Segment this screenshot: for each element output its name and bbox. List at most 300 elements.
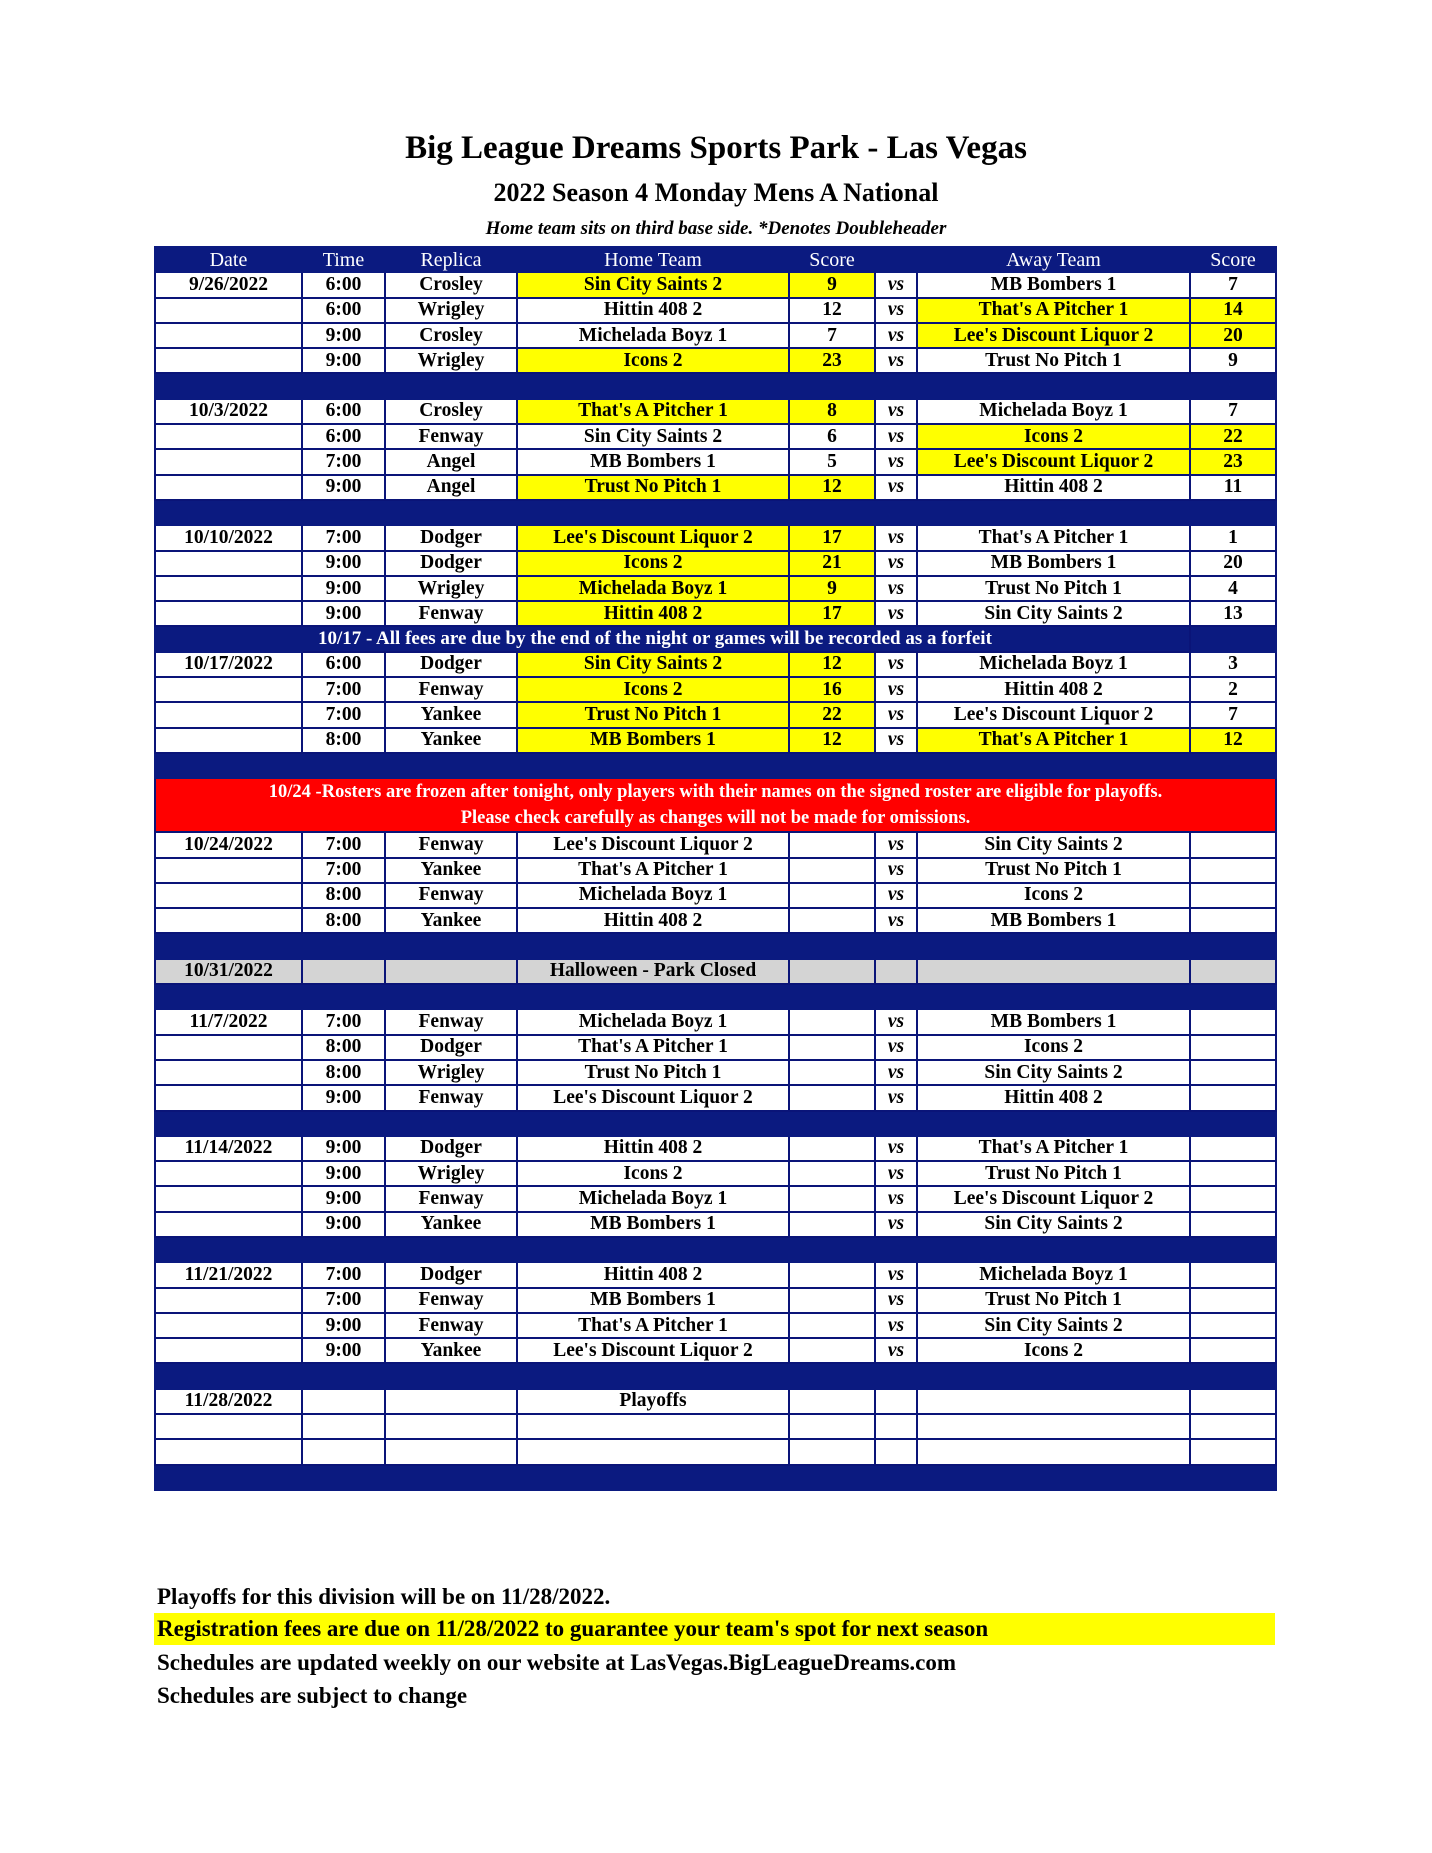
away-team: MB Bombers 1 — [917, 272, 1190, 297]
vs-label: vs — [875, 1035, 917, 1060]
vs-label: vs — [875, 1060, 917, 1085]
home-team: Trust No Pitch 1 — [517, 702, 789, 727]
home-team: Hittin 408 2 — [517, 1262, 789, 1287]
separator-cell — [302, 1363, 385, 1388]
playoffs-row — [155, 1389, 1276, 1414]
away-team: Michelada Boyz 1 — [917, 652, 1190, 677]
header-away-team: Away Team — [917, 247, 1190, 272]
separator-cell — [517, 1237, 789, 1262]
separator-cell — [789, 1363, 875, 1388]
game-date: 10/3/2022 — [155, 399, 302, 424]
game-time: 6:00 — [302, 399, 385, 424]
vs-label: vs — [875, 1338, 917, 1363]
game-field: Fenway — [385, 1085, 517, 1110]
game-row — [155, 728, 1276, 753]
game-date — [155, 883, 302, 908]
separator-cell — [1190, 373, 1276, 398]
empty-cell — [302, 1389, 385, 1414]
empty-row — [155, 1439, 1276, 1464]
notice-pad — [155, 626, 302, 651]
away-score — [1190, 1186, 1276, 1211]
separator-cell — [875, 984, 917, 1009]
empty-cell — [155, 1439, 302, 1464]
empty-cell — [302, 1414, 385, 1439]
game-row — [155, 1009, 1276, 1034]
separator-cell — [875, 373, 917, 398]
away-score — [1190, 832, 1276, 857]
footer-registration-note: Registration fees are due on 11/28/2022 to guarantee your team's spot for next season — [154, 1613, 1275, 1645]
away-score — [1190, 1262, 1276, 1287]
game-time: 7:00 — [302, 525, 385, 550]
game-field: Fenway — [385, 677, 517, 702]
empty-cell — [875, 959, 917, 984]
home-score — [789, 1186, 875, 1211]
table-header-row — [155, 247, 1276, 272]
separator-cell — [302, 373, 385, 398]
away-score — [1190, 1136, 1276, 1161]
game-field: Wrigley — [385, 576, 517, 601]
away-team: MB Bombers 1 — [917, 908, 1190, 933]
empty-cell — [385, 959, 517, 984]
halloween-date: 10/31/2022 — [155, 959, 302, 984]
separator-cell — [917, 1363, 1190, 1388]
away-team: That's A Pitcher 1 — [917, 1136, 1190, 1161]
separator-row — [155, 1363, 1276, 1388]
game-field: Crosley — [385, 272, 517, 297]
game-field: Yankee — [385, 702, 517, 727]
separator-cell — [917, 1237, 1190, 1262]
vs-label: vs — [875, 348, 917, 373]
game-field: Dodger — [385, 1136, 517, 1161]
empty-cell — [917, 959, 1190, 984]
away-score: 23 — [1190, 449, 1276, 474]
empty-cell — [385, 1439, 517, 1464]
fees-notice: 10/17 - All fees are due by the end of the night or games will be recorded as a forfeit — [302, 626, 1190, 651]
home-team: MB Bombers 1 — [517, 1288, 789, 1313]
away-score — [1190, 1161, 1276, 1186]
separator-cell — [385, 1111, 517, 1136]
away-team: Michelada Boyz 1 — [917, 399, 1190, 424]
game-time: 8:00 — [302, 1035, 385, 1060]
game-field: Dodger — [385, 551, 517, 576]
separator-cell — [302, 1465, 385, 1490]
vs-label: vs — [875, 1186, 917, 1211]
away-score — [1190, 1338, 1276, 1363]
header-time: Time — [302, 247, 385, 272]
away-score — [1190, 1009, 1276, 1034]
separator-cell — [517, 1465, 789, 1490]
game-time: 7:00 — [302, 702, 385, 727]
header-away-score: Score — [1190, 247, 1276, 272]
vs-label: vs — [875, 601, 917, 626]
separator-cell — [517, 500, 789, 525]
game-date — [155, 728, 302, 753]
fees-notice-row — [155, 626, 1276, 651]
game-field: Wrigley — [385, 298, 517, 323]
game-time: 7:00 — [302, 832, 385, 857]
vs-label: vs — [875, 323, 917, 348]
home-score: 12 — [789, 475, 875, 500]
home-team: Michelada Boyz 1 — [517, 576, 789, 601]
home-team: Icons 2 — [517, 677, 789, 702]
separator-row — [155, 1111, 1276, 1136]
vs-label: vs — [875, 702, 917, 727]
away-score: 7 — [1190, 272, 1276, 297]
away-team: Lee's Discount Liquor 2 — [917, 702, 1190, 727]
header-date: Date — [155, 247, 302, 272]
away-team: Lee's Discount Liquor 2 — [917, 323, 1190, 348]
game-row — [155, 475, 1276, 500]
home-team: MB Bombers 1 — [517, 449, 789, 474]
game-date — [155, 298, 302, 323]
header-vs — [875, 247, 917, 272]
game-time: 8:00 — [302, 1060, 385, 1085]
home-team: Lee's Discount Liquor 2 — [517, 525, 789, 550]
separator-cell — [1190, 1465, 1276, 1490]
away-team: Trust No Pitch 1 — [917, 1288, 1190, 1313]
game-date: 10/24/2022 — [155, 832, 302, 857]
away-score: 12 — [1190, 728, 1276, 753]
game-time: 9:00 — [302, 551, 385, 576]
game-date — [155, 475, 302, 500]
empty-cell — [917, 1389, 1190, 1414]
separator-cell — [155, 984, 302, 1009]
game-time: 9:00 — [302, 1338, 385, 1363]
empty-cell — [385, 1414, 517, 1439]
home-score: 9 — [789, 576, 875, 601]
away-score: 7 — [1190, 399, 1276, 424]
vs-label: vs — [875, 424, 917, 449]
vs-label: vs — [875, 475, 917, 500]
game-time: 9:00 — [302, 1313, 385, 1338]
home-team: Hittin 408 2 — [517, 601, 789, 626]
footer-playoffs-note: Playoffs for this division will be on 11/28/2022. — [157, 1584, 611, 1609]
empty-cell — [1190, 959, 1276, 984]
game-row — [155, 832, 1276, 857]
home-score: 22 — [789, 702, 875, 727]
game-time: 7:00 — [302, 677, 385, 702]
game-time: 8:00 — [302, 883, 385, 908]
game-date — [155, 1161, 302, 1186]
home-team: Michelada Boyz 1 — [517, 1009, 789, 1034]
away-team: Trust No Pitch 1 — [917, 576, 1190, 601]
game-row — [155, 525, 1276, 550]
game-field: Fenway — [385, 1009, 517, 1034]
roster-notice-line1: 10/24 -Rosters are frozen after tonight, only players with their names on the signed roster are eligible for playoffs. — [268, 782, 1163, 803]
game-field: Wrigley — [385, 348, 517, 373]
vs-label: vs — [875, 399, 917, 424]
home-score — [789, 883, 875, 908]
separator-cell — [789, 373, 875, 398]
game-time: 6:00 — [302, 272, 385, 297]
game-date — [155, 1288, 302, 1313]
vs-label: vs — [875, 1288, 917, 1313]
separator-cell — [517, 933, 789, 958]
game-time: 7:00 — [302, 449, 385, 474]
home-team: That's A Pitcher 1 — [517, 1035, 789, 1060]
home-team: Icons 2 — [517, 348, 789, 373]
home-team: That's A Pitcher 1 — [517, 399, 789, 424]
game-row — [155, 399, 1276, 424]
away-team: MB Bombers 1 — [917, 1009, 1190, 1034]
game-date: 11/7/2022 — [155, 1009, 302, 1034]
home-score — [789, 1161, 875, 1186]
game-time: 9:00 — [302, 323, 385, 348]
page-subtitle: 2022 Season 4 Monday Mens A National — [493, 178, 939, 207]
game-date — [155, 576, 302, 601]
vs-label: vs — [875, 832, 917, 857]
game-field: Fenway — [385, 1186, 517, 1211]
away-team: Sin City Saints 2 — [917, 1313, 1190, 1338]
game-field: Angel — [385, 449, 517, 474]
separator-row — [155, 1465, 1276, 1490]
separator-cell — [917, 984, 1190, 1009]
page-title: Big League Dreams Sports Park - Las Vegas — [405, 130, 1027, 166]
vs-label: vs — [875, 677, 917, 702]
separator-cell — [1190, 500, 1276, 525]
separator-cell — [1190, 1363, 1276, 1388]
game-row — [155, 677, 1276, 702]
home-score: 7 — [789, 323, 875, 348]
away-score: 1 — [1190, 525, 1276, 550]
vs-label: vs — [875, 728, 917, 753]
game-row — [155, 298, 1276, 323]
separator-cell — [385, 1465, 517, 1490]
game-time: 9:00 — [302, 1161, 385, 1186]
game-field: Wrigley — [385, 1161, 517, 1186]
home-team: Sin City Saints 2 — [517, 424, 789, 449]
game-time: 9:00 — [302, 1212, 385, 1237]
game-time: 9:00 — [302, 601, 385, 626]
away-score: 22 — [1190, 424, 1276, 449]
vs-label: vs — [875, 1212, 917, 1237]
game-date — [155, 1212, 302, 1237]
empty-cell — [1190, 1389, 1276, 1414]
game-field: Dodger — [385, 525, 517, 550]
away-score: 2 — [1190, 677, 1276, 702]
vs-label: vs — [875, 576, 917, 601]
home-score — [789, 1060, 875, 1085]
separator-cell — [302, 1111, 385, 1136]
header-home-score: Score — [789, 247, 875, 272]
home-score — [789, 1313, 875, 1338]
separator-cell — [385, 1363, 517, 1388]
home-team: Trust No Pitch 1 — [517, 475, 789, 500]
roster-notice-line2: Please check carefully as changes will not be made for omissions. — [460, 808, 971, 829]
vs-label: vs — [875, 1262, 917, 1287]
game-date — [155, 424, 302, 449]
vs-label: vs — [875, 298, 917, 323]
halloween-text: Halloween - Park Closed — [517, 959, 789, 984]
home-score: 8 — [789, 399, 875, 424]
home-team: Hittin 408 2 — [517, 908, 789, 933]
away-team: Trust No Pitch 1 — [917, 1161, 1190, 1186]
separator-cell — [789, 1465, 875, 1490]
home-score: 12 — [789, 728, 875, 753]
away-team: Icons 2 — [917, 424, 1190, 449]
home-team: MB Bombers 1 — [517, 1212, 789, 1237]
game-field: Yankee — [385, 728, 517, 753]
separator-cell — [385, 500, 517, 525]
vs-label: vs — [875, 1161, 917, 1186]
separator-cell — [155, 753, 302, 778]
home-score — [789, 832, 875, 857]
away-score: 20 — [1190, 323, 1276, 348]
game-date: 11/14/2022 — [155, 1136, 302, 1161]
separator-cell — [789, 984, 875, 1009]
separator-cell — [155, 1363, 302, 1388]
game-date: 9/26/2022 — [155, 272, 302, 297]
home-score — [789, 1338, 875, 1363]
vs-label: vs — [875, 883, 917, 908]
separator-row — [155, 373, 1276, 398]
game-field: Crosley — [385, 399, 517, 424]
game-date: 10/17/2022 — [155, 652, 302, 677]
home-score: 6 — [789, 424, 875, 449]
separator-cell — [385, 984, 517, 1009]
empty-cell — [875, 1414, 917, 1439]
game-date — [155, 1186, 302, 1211]
game-row — [155, 1136, 1276, 1161]
separator-cell — [517, 1111, 789, 1136]
home-score: 12 — [789, 652, 875, 677]
game-row — [155, 348, 1276, 373]
game-date — [155, 677, 302, 702]
separator-cell — [155, 373, 302, 398]
separator-cell — [917, 373, 1190, 398]
game-date — [155, 601, 302, 626]
away-score: 9 — [1190, 348, 1276, 373]
separator-cell — [302, 500, 385, 525]
home-team: MB Bombers 1 — [517, 728, 789, 753]
separator-cell — [917, 753, 1190, 778]
game-date — [155, 858, 302, 883]
home-team: Trust No Pitch 1 — [517, 1060, 789, 1085]
home-score: 12 — [789, 298, 875, 323]
vs-label: vs — [875, 1313, 917, 1338]
game-date — [155, 1060, 302, 1085]
game-row — [155, 1035, 1276, 1060]
game-field: Yankee — [385, 1338, 517, 1363]
game-field: Crosley — [385, 323, 517, 348]
home-score: 23 — [789, 348, 875, 373]
game-row — [155, 1060, 1276, 1085]
roster-notice-row — [155, 778, 1276, 832]
game-field: Dodger — [385, 1262, 517, 1287]
separator-cell — [1190, 753, 1276, 778]
roster-notice — [155, 778, 1276, 832]
away-score — [1190, 1288, 1276, 1313]
away-score — [1190, 1035, 1276, 1060]
game-time: 9:00 — [302, 576, 385, 601]
game-field: Yankee — [385, 858, 517, 883]
game-row — [155, 1313, 1276, 1338]
game-field: Fenway — [385, 424, 517, 449]
game-time: 6:00 — [302, 652, 385, 677]
separator-cell — [917, 1111, 1190, 1136]
game-row — [155, 1338, 1276, 1363]
game-row — [155, 272, 1276, 297]
game-row — [155, 1186, 1276, 1211]
game-date — [155, 323, 302, 348]
separator-cell — [302, 753, 385, 778]
separator-row — [155, 753, 1276, 778]
home-team: Sin City Saints 2 — [517, 272, 789, 297]
separator-row — [155, 1237, 1276, 1262]
away-score — [1190, 1085, 1276, 1110]
away-team: Michelada Boyz 1 — [917, 1262, 1190, 1287]
game-time: 8:00 — [302, 728, 385, 753]
separator-cell — [385, 933, 517, 958]
separator-cell — [1190, 933, 1276, 958]
separator-cell — [385, 373, 517, 398]
empty-cell — [1190, 1414, 1276, 1439]
vs-label: vs — [875, 449, 917, 474]
home-score — [789, 1288, 875, 1313]
separator-cell — [917, 1465, 1190, 1490]
empty-cell — [302, 959, 385, 984]
empty-cell — [875, 1389, 917, 1414]
game-row — [155, 908, 1276, 933]
game-row — [155, 449, 1276, 474]
separator-row — [155, 984, 1276, 1009]
away-team: Trust No Pitch 1 — [917, 858, 1190, 883]
away-score — [1190, 883, 1276, 908]
separator-cell — [875, 500, 917, 525]
game-time: 9:00 — [302, 1085, 385, 1110]
game-field: Fenway — [385, 1288, 517, 1313]
away-team: Sin City Saints 2 — [917, 832, 1190, 857]
game-row — [155, 551, 1276, 576]
home-team: Hittin 408 2 — [517, 298, 789, 323]
home-score — [789, 908, 875, 933]
away-score — [1190, 1060, 1276, 1085]
game-date — [155, 702, 302, 727]
separator-cell — [875, 1465, 917, 1490]
empty-cell — [789, 1414, 875, 1439]
game-time: 6:00 — [302, 298, 385, 323]
game-date — [155, 551, 302, 576]
game-row — [155, 1288, 1276, 1313]
away-score: 11 — [1190, 475, 1276, 500]
game-date — [155, 1338, 302, 1363]
game-row — [155, 858, 1276, 883]
separator-cell — [789, 500, 875, 525]
empty-cell — [302, 1439, 385, 1464]
separator-cell — [1190, 984, 1276, 1009]
away-team: Hittin 408 2 — [917, 677, 1190, 702]
away-team: Lee's Discount Liquor 2 — [917, 1186, 1190, 1211]
game-date — [155, 348, 302, 373]
separator-cell — [875, 1363, 917, 1388]
schedule-table — [154, 246, 1277, 1491]
game-row — [155, 601, 1276, 626]
separator-cell — [875, 753, 917, 778]
away-team: Icons 2 — [917, 1338, 1190, 1363]
home-score: 17 — [789, 601, 875, 626]
empty-cell — [789, 1389, 875, 1414]
away-score: 3 — [1190, 652, 1276, 677]
home-team: Lee's Discount Liquor 2 — [517, 1085, 789, 1110]
game-field: Fenway — [385, 1313, 517, 1338]
game-row — [155, 576, 1276, 601]
notice-pad — [1190, 626, 1276, 651]
playoffs-text: Playoffs — [517, 1389, 789, 1414]
game-row — [155, 323, 1276, 348]
away-score: 13 — [1190, 601, 1276, 626]
game-row — [155, 652, 1276, 677]
game-time: 9:00 — [302, 348, 385, 373]
